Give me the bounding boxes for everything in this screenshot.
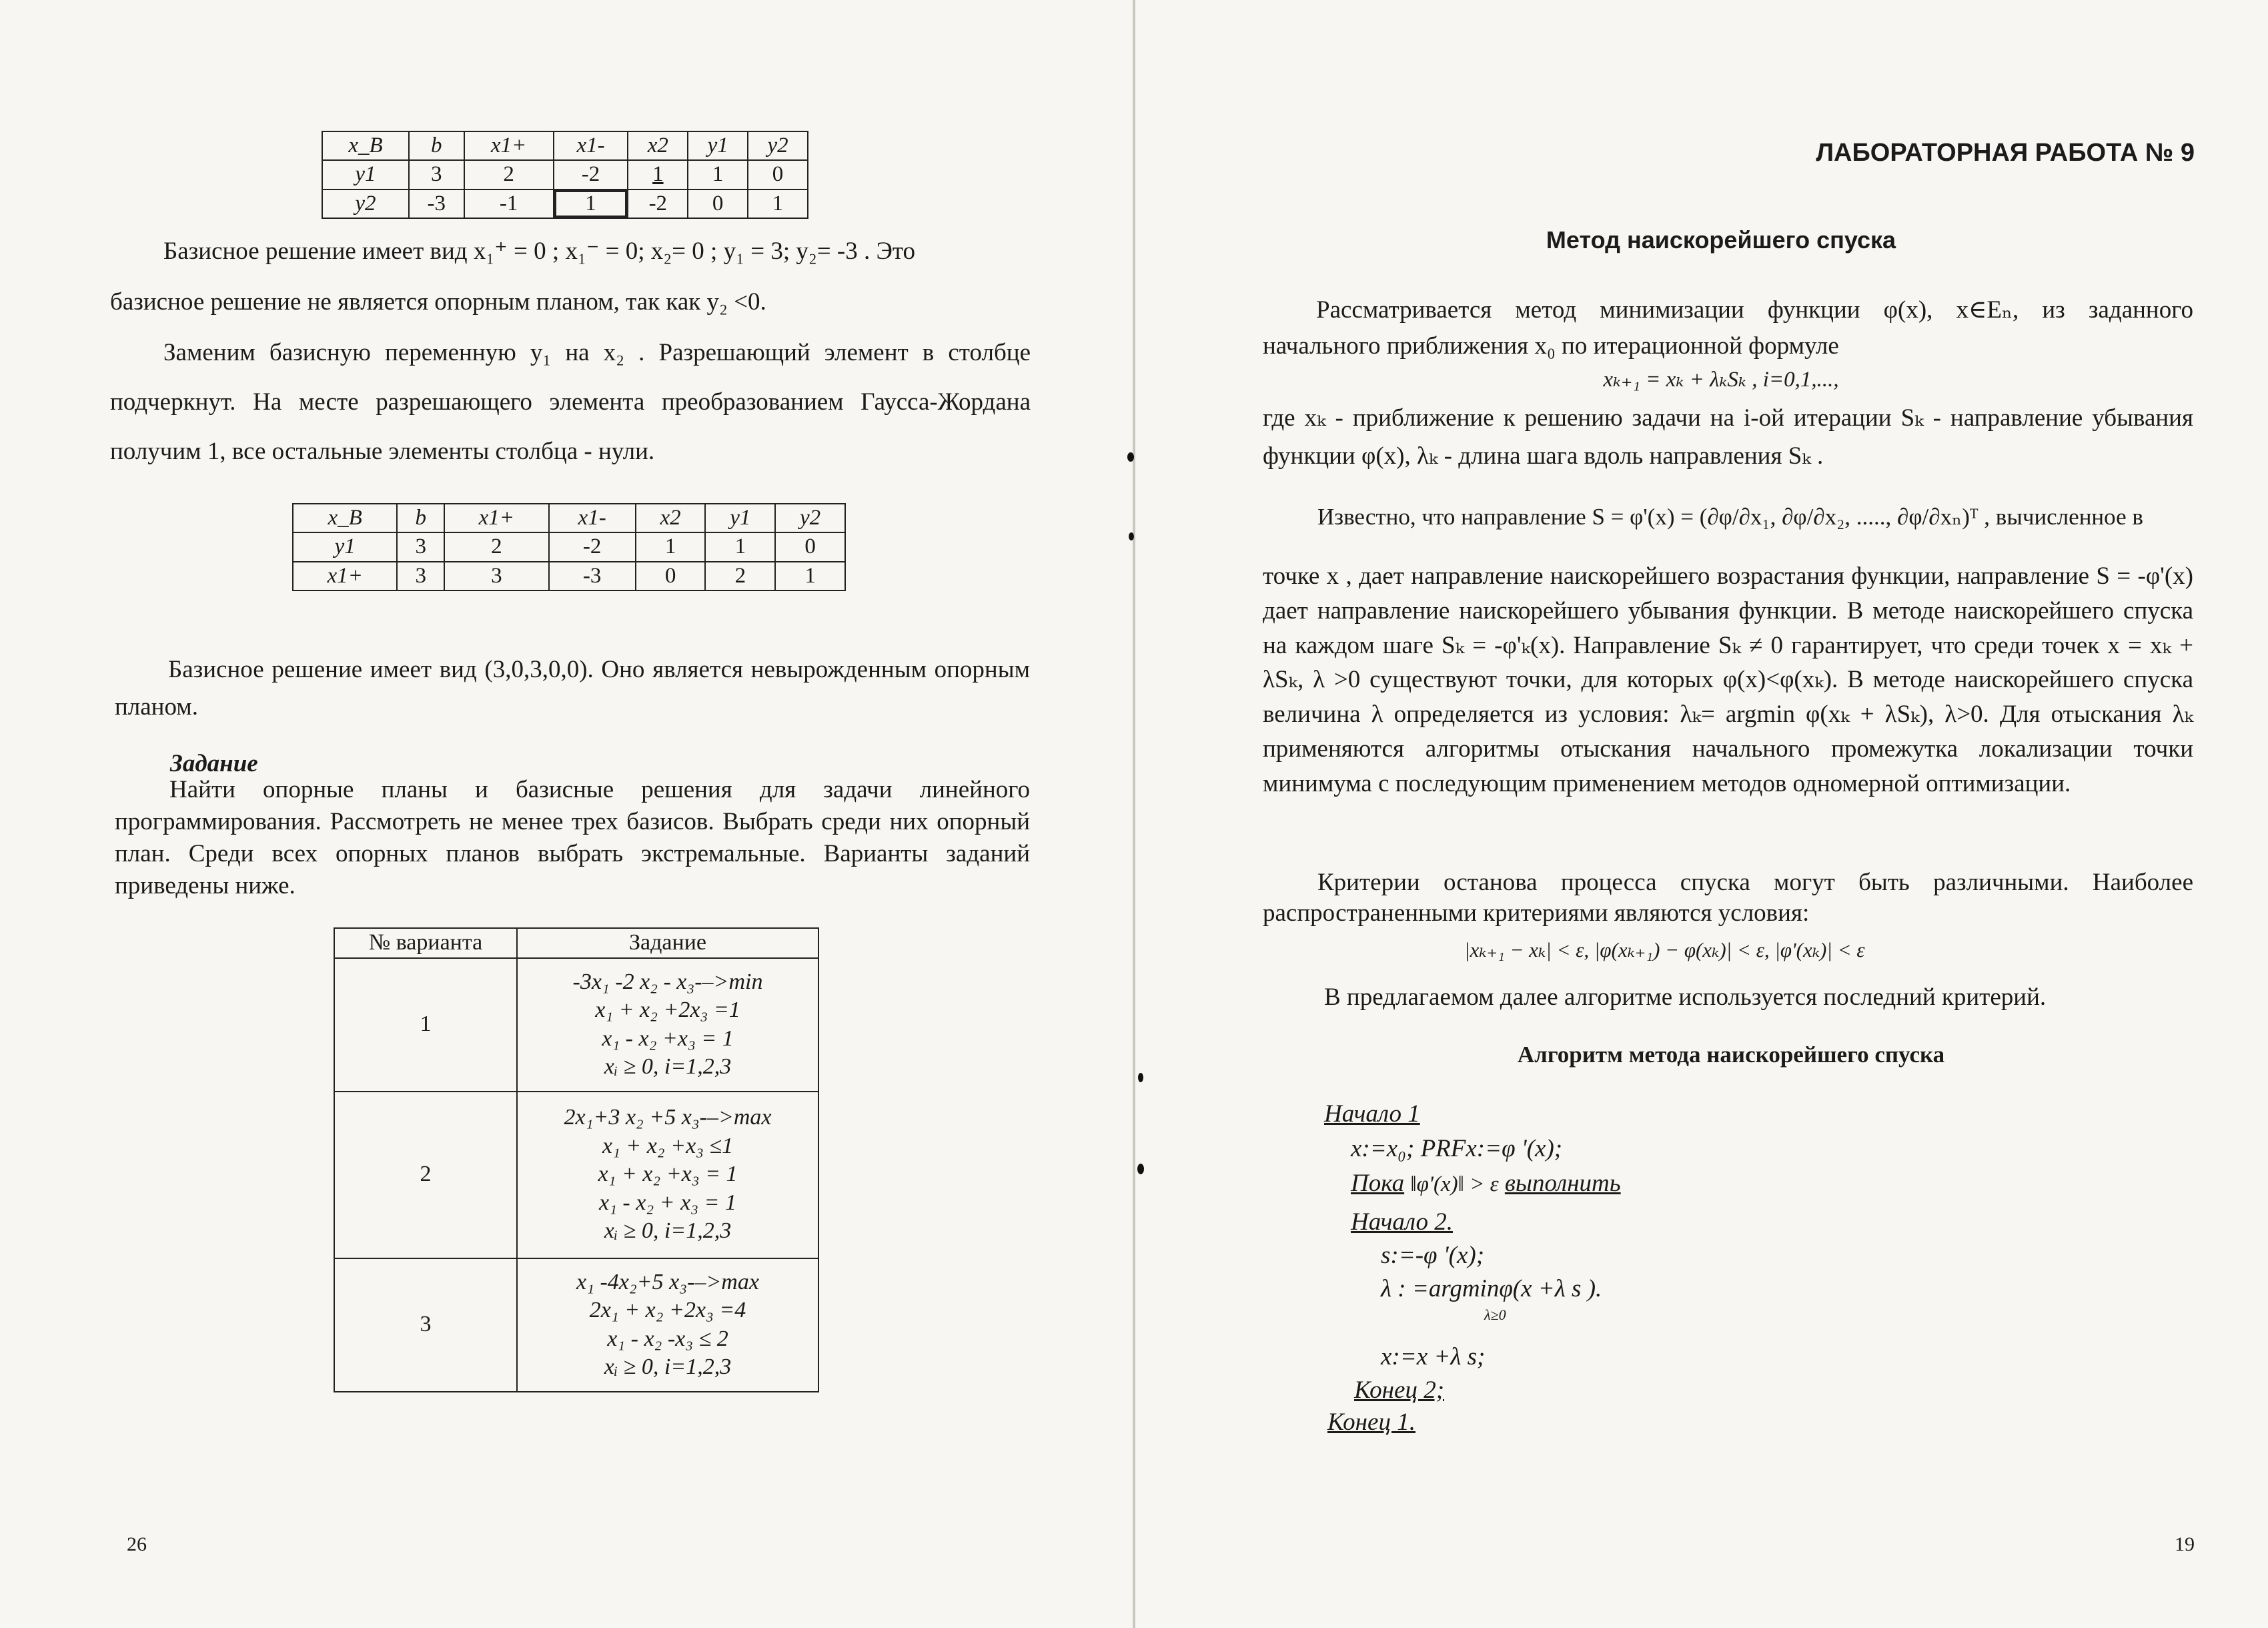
variants-table bbox=[334, 927, 819, 1392]
binding-hole-mark bbox=[1137, 1164, 1144, 1174]
task-line: xᵢ ≥ 0, i=1,2,3 bbox=[604, 1054, 732, 1079]
task-line: x₁ + x₂ +2x₃ =1 bbox=[595, 997, 740, 1022]
table-cell: 0 bbox=[775, 532, 845, 561]
paragraph-basis-solution-1b: базисное решение не является опорным планом, так как y₂ <0. bbox=[110, 288, 766, 316]
table-cell: x1+ bbox=[293, 562, 397, 590]
table-cell: 2 bbox=[444, 532, 548, 561]
table-header-cell: x1- bbox=[554, 131, 628, 160]
table-header-cell: x_B bbox=[293, 504, 397, 532]
table-header-cell: x1+ bbox=[464, 131, 554, 160]
table-cell: -1 bbox=[464, 189, 554, 218]
table-header-cell: y2 bbox=[748, 131, 808, 160]
task-line: x₁ + x₂ +x₃ ≤1 bbox=[602, 1133, 734, 1158]
task-line: x₁ - x₂ +x₃ = 1 bbox=[602, 1026, 734, 1051]
table-header-cell: x1+ bbox=[444, 504, 548, 532]
algo-line-direction: s:=-φ '(x); bbox=[1381, 1242, 1485, 1269]
table-header-cell: b bbox=[409, 131, 464, 160]
method-title: Метод наискорейшего спуска bbox=[1546, 226, 1896, 254]
known-direction-line: Известно, что направление S = φ'(x) = (∂φ/∂x₁, ∂φ/∂x₂, ....., ∂φ/∂xₙ)ᵀ , вычисленное в bbox=[1317, 504, 2143, 530]
intro-paragraph: Рассматривается метод минимизации функции φ(x), x∈Eₙ, из заданного начального приближения x₀ по итерационной формуле bbox=[1263, 296, 2193, 360]
algo-line-step: λ : =argminφ(x +λ s ). bbox=[1381, 1275, 1602, 1302]
table-cell: 1 bbox=[636, 532, 706, 561]
task-line: x₁ - x₂ + x₃ = 1 bbox=[599, 1190, 736, 1215]
table-cell: 3 bbox=[397, 532, 444, 561]
table-cell: 0 bbox=[636, 562, 706, 590]
task-heading: Задание bbox=[170, 750, 258, 777]
table-header-cell: x1- bbox=[549, 504, 636, 532]
table-header-cell: x_B bbox=[322, 131, 409, 160]
table-cell: 3 bbox=[397, 562, 444, 590]
table-cell: -3 bbox=[549, 562, 636, 590]
algo-line-update: x:=x +λ s; bbox=[1381, 1343, 1486, 1370]
variant-number: 2 bbox=[334, 1092, 517, 1258]
table-cell: -2 bbox=[628, 189, 688, 218]
right-page-number: 19 bbox=[2175, 1533, 2195, 1555]
iteration-formula: xₖ₊₁ = xₖ + λₖSₖ , i=0,1,..., bbox=[1603, 368, 1839, 392]
algo-line-init: x:=x₀; PRFx:=φ '(x); bbox=[1351, 1135, 1563, 1162]
binding-hole-mark bbox=[1127, 452, 1134, 462]
task-line: 2x₁+3 x₂ +5 x₃-–>max bbox=[564, 1105, 772, 1130]
table-header-cell: y1 bbox=[705, 504, 775, 532]
last-criterion-line: В предлагаемом далее алгоритме используется последний критерий. bbox=[1324, 983, 2047, 1011]
task-line: xᵢ ≥ 0, i=1,2,3 bbox=[604, 1218, 732, 1244]
task-line: -3x₁ -2 x₂ - x₃-–>min bbox=[572, 969, 763, 994]
simplex-table-1 bbox=[322, 131, 808, 219]
table-cell: 3 bbox=[409, 160, 464, 189]
table-header-cell: x2 bbox=[628, 131, 688, 160]
variant-task bbox=[517, 958, 818, 1092]
simplex-table-2 bbox=[292, 503, 846, 591]
variants-col-task: Задание bbox=[517, 928, 818, 958]
variant-number: 1 bbox=[334, 958, 517, 1092]
variant-number: 3 bbox=[334, 1258, 517, 1392]
table-cell: 2 bbox=[464, 160, 554, 189]
paragraph-nondegenerate: Базисное решение имеет вид (3,0,3,0,0). Оно является невырожденным опорным планом. bbox=[115, 656, 1030, 721]
binding-hole-mark bbox=[1129, 532, 1134, 540]
table-cell: -3 bbox=[409, 189, 464, 218]
table-cell: 2 bbox=[705, 562, 775, 590]
table-header-cell: b bbox=[397, 504, 444, 532]
paragraph-replace-variable: Заменим базисную переменную y₁ на x₂ . Разрешающий элемент в столбце подчеркнут. На месте разрешающего элемента преобразованием Гаусса-Жордана получим 1, все остальные элементы столбца - нули. bbox=[110, 339, 1031, 465]
table-cell: -2 bbox=[554, 160, 628, 189]
table-header-cell: y2 bbox=[775, 504, 845, 532]
stop-criteria-paragraph: Критерии останова процесса спуска могут быть различными. Наиболее распространенными критериями являются условия: bbox=[1263, 869, 2193, 927]
task-text: Найти опорные планы и базисные решения для задачи линейного программирования. Рассмотреть не менее трех базисов. Выбрать среди них опорный план. Среди всех опорных планов выбрать экстремальные. Варианты заданий приведены ниже. bbox=[115, 776, 1030, 900]
algo-while-condition: ‖φ'(x)‖ > ε bbox=[1410, 1172, 1499, 1196]
variants-col-number: № варианта bbox=[334, 928, 517, 958]
steepest-descent-paragraph: точке x , дает направление наискорейшего возрастания функции, направление S = -φ'(x) дает направление наискорейшего убывания функции. В методе наискорейшего спуска на каждом шаге Sₖ = -φ'ₖ(x). Направление Sₖ ≠ 0 гарантирует, что среди точек x = xₖ + λSₖ, λ >0 существуют точки, для которых φ(x)<φ(xₖ). В методе наискорейшего спуска величина λ определяется из условия: λₖ= argmin φ(xₖ + λSₖ), λ>0. Для отыскания λₖ применяются алгоритмы отыскания начального промежутка локализации точки минимума с последующим применением методов одномерной оптимизации. bbox=[1263, 562, 2193, 797]
paragraph-basis-solution-1: Базисное решение имеет вид x₁⁺ = 0 ; x₁⁻ = 0; x₂= 0 ; y₁ = 3; y₂= -3 . Это bbox=[163, 238, 916, 265]
table-cell: y2 bbox=[322, 189, 409, 218]
table-cell: 1 bbox=[705, 532, 775, 561]
algo-end-1: Конец 1. bbox=[1327, 1408, 1415, 1436]
table-header-cell: x2 bbox=[636, 504, 706, 532]
task-line: x₁ + x₂ +x₃ = 1 bbox=[598, 1162, 738, 1187]
where-paragraph: где xₖ - приближение к решению задачи на i-ой итерации Sₖ - направление убывания функции φ(x), λₖ - длина шага вдоль направления Sₖ . bbox=[1263, 404, 2193, 470]
variant-task bbox=[517, 1258, 818, 1392]
algo-end-2: Конец 2; bbox=[1354, 1376, 1445, 1404]
table-cell: -2 bbox=[549, 532, 636, 561]
task-line: x₁ -4x₂+5 x₃-–>max bbox=[576, 1269, 759, 1294]
table-cell: y1 bbox=[293, 532, 397, 561]
binding-hole-mark bbox=[1138, 1073, 1143, 1082]
task-line: 2x₁ + x₂ +2x₃ =4 bbox=[589, 1298, 746, 1322]
stop-criteria-formula: |xₖ₊₁ − xₖ| < ε, |φ(xₖ₊₁) − φ(xₖ)| < ε, |φ'(xₖ)| < ε bbox=[1464, 938, 1865, 961]
book-gutter bbox=[1133, 0, 1135, 1628]
variant-task bbox=[517, 1092, 818, 1258]
algorithm-title: Алгоритм метода наискорейшего спуска bbox=[1517, 1042, 1945, 1068]
algo-while-keyword: Пока bbox=[1351, 1170, 1405, 1197]
table-cell: 1 bbox=[748, 189, 808, 218]
left-page-number: 26 bbox=[127, 1533, 147, 1555]
lab-work-title: ЛАБОРАТОРНАЯ РАБОТА № 9 bbox=[1816, 139, 2195, 167]
table-cell: 0 bbox=[748, 160, 808, 189]
algo-do-keyword: выполнить bbox=[1504, 1170, 1621, 1197]
table-cell: 1 bbox=[688, 160, 748, 189]
algo-begin-2: Начало 2. bbox=[1351, 1208, 1453, 1236]
table-cell: 0 bbox=[688, 189, 748, 218]
algo-line-step-subscript: λ≥0 bbox=[1484, 1306, 1506, 1323]
pivot-element-cell: 1 bbox=[628, 160, 688, 189]
task-line: x₁ - x₂ -x₃ ≤ 2 bbox=[607, 1326, 728, 1351]
table-cell: 3 bbox=[444, 562, 548, 590]
boxed-cell: 1 bbox=[554, 189, 628, 218]
table-header-cell: y1 bbox=[688, 131, 748, 160]
task-line: xᵢ ≥ 0, i=1,2,3 bbox=[604, 1354, 732, 1379]
algo-begin-1: Начало 1 bbox=[1324, 1100, 1420, 1128]
algo-while-line bbox=[1351, 1169, 1621, 1198]
table-cell: 1 bbox=[775, 562, 845, 590]
table-cell: y1 bbox=[322, 160, 409, 189]
